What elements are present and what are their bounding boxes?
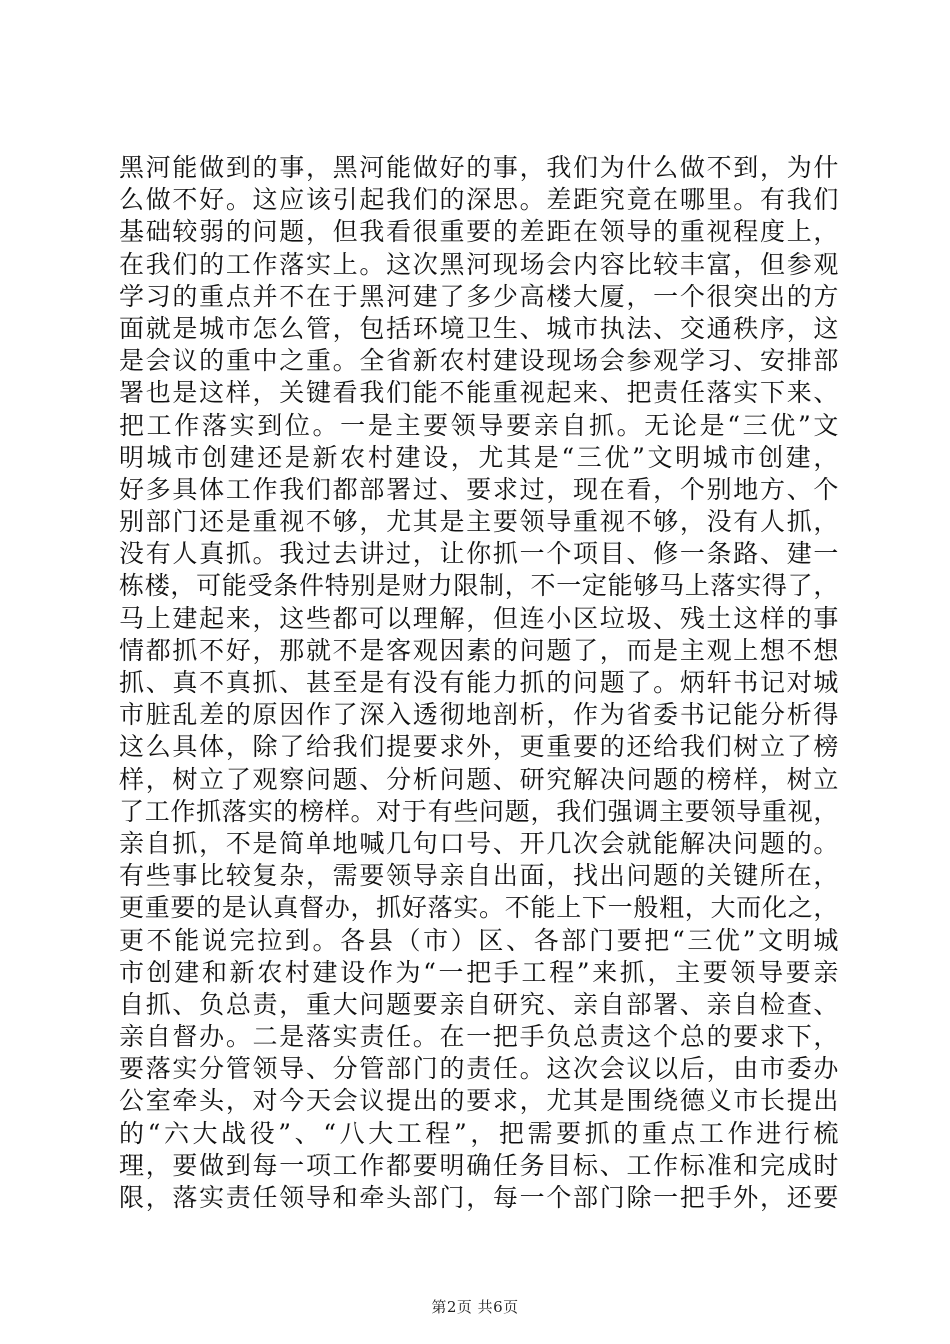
text-line: 有些事比较复杂，需要领导亲自出面，找出问题的关键所在， [119, 861, 839, 891]
text-line: 这么具体，除了给我们提要求外，更重要的还给我们树立了榜 [119, 732, 839, 762]
text-line: 面就是城市怎么管，包括环境卫生、城市执法、交通秩序，这 [119, 313, 839, 343]
text-line: 了工作抓落实的榜样。对于有些问题，我们强调主要领导重视， [119, 796, 839, 826]
text-line: 栋楼，可能受条件特别是财力限制，不一定能够马上落实得了， [119, 571, 839, 601]
text-line: 要落实分管领导、分管部门的责任。这次会议以后，由市委办 [119, 1054, 839, 1084]
text-line: 情都抓不好，那就不是客观因素的问题了，而是主观上想不想 [119, 635, 839, 665]
text-line: 亲自抓，不是简单地喊几句口号、开几次会就能解决问题的。 [119, 828, 839, 858]
body-paragraph [119, 152, 839, 1214]
text-line: 在我们的工作落实上。这次黑河现场会内容比较丰富，但参观 [119, 249, 839, 279]
text-line: 样，树立了观察问题、分析问题、研究解决问题的榜样，树立 [119, 764, 839, 794]
text-line: 理，要做到每一项工作都要明确任务目标、工作标准和完成时 [119, 1150, 839, 1180]
text-line: 亲自督办。二是落实责任。在一把手负总责这个总的要求下， [119, 1022, 839, 1052]
text-line: 市创建和新农村建设作为“一把手工程”来抓，主要领导要亲 [119, 957, 839, 987]
text-line: 别部门还是重视不够，尤其是主要领导重视不够，没有人抓， [119, 507, 839, 537]
text-line: 限，落实责任领导和牵头部门，每一个部门除一把手外，还要 [119, 1183, 839, 1212]
text-line: 的“六大战役”、“八大工程”，把需要抓的重点工作进行梳 [119, 1118, 839, 1148]
text-line: 明城市创建还是新农村建设，尤其是“三优”文明城市创建， [119, 442, 839, 472]
text-line: 市脏乱差的原因作了深入透彻地剖析，作为省委书记能分析得 [119, 700, 839, 730]
text-line: 把工作落实到位。一是主要领导要亲自抓。无论是“三优”文 [119, 410, 839, 440]
text-line: 更不能说完拉到。各县（市）区、各部门要把“三优”文明城 [119, 925, 839, 955]
text-line: 好多具体工作我们都部署过、要求过，现在看，个别地方、个 [119, 474, 839, 504]
text-line: 公室牵头，对今天会议提出的要求，尤其是围绕德义市长提出 [119, 1086, 839, 1116]
text-line: 么做不好。这应该引起我们的深思。差距究竟在哪里。有我们 [119, 185, 839, 215]
text-line: 抓、真不真抓、甚至是有没有能力抓的问题了。炳轩书记对城 [119, 668, 839, 697]
text-line: 黑河能做到的事，黑河能做好的事，我们为什么做不到，为什 [119, 153, 839, 182]
text-line: 更重要的是认真督办，抓好落实。不能上下一般粗，大而化之， [119, 893, 839, 923]
text-line: 学习的重点并不在于黑河建了多少高楼大厦，一个很突出的方 [119, 281, 839, 311]
text-line: 是会议的重中之重。全省新农村建设现场会参观学习、安排部 [119, 346, 839, 376]
text-line: 基础较弱的问题，但我看很重要的差距在领导的重视程度上， [119, 217, 839, 247]
page-footer: 第2页 共6页 [431, 1298, 519, 1316]
text-line: 没有人真抓。我过去讲过，让你抓一个项目、修一条路、建一 [119, 539, 839, 569]
text-line: 马上建起来，这些都可以理解，但连小区垃圾、残土这样的事 [119, 603, 839, 633]
text-line: 署也是这样，关键看我们能不能重视起来、把责任落实下来、 [119, 378, 839, 408]
text-line: 自抓、负总责，重大问题要亲自研究、亲自部署、亲自检查、 [119, 989, 839, 1019]
